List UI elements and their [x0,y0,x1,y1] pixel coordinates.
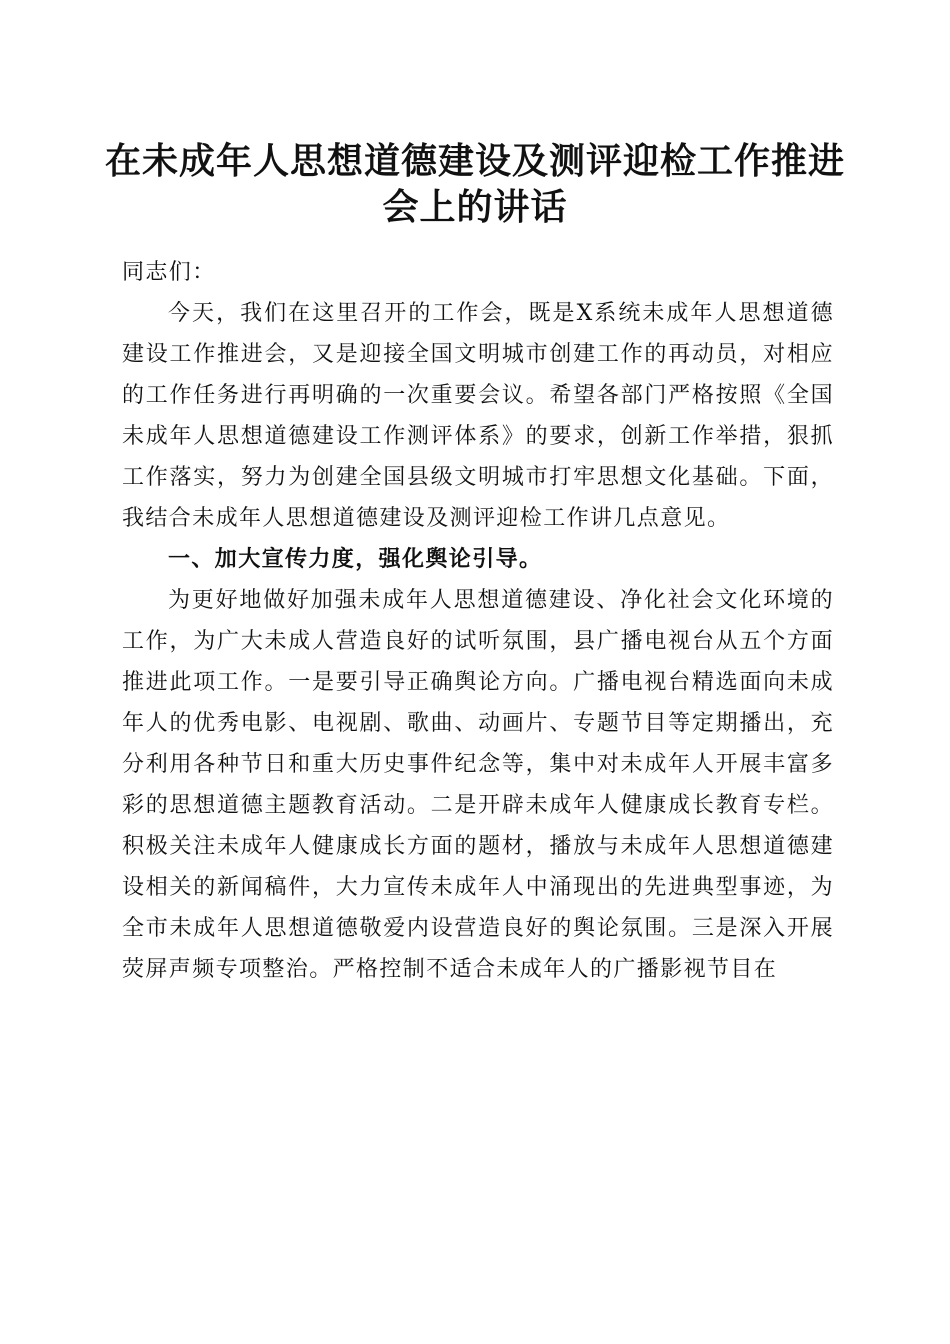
intro-paragraph: 今天，我们在这里召开的工作会，既是X系统未成年人思想道德建设工作推进会，又是迎接全国文明城市创建工作的再动员，对相应的工作任务进行再明确的一次重要会议。希望各部门严格按照《全国未成年人思想道德建设工作测评体系》的要求，创新工作举措，狠抓工作落实，努力为创建全国县级文明城市打牢思想文化基础。下面，我结合未成年人思想道德建设及测评迎检工作讲几点意见。 [122,301,834,531]
title-line-2: 会上的讲话 [382,186,568,228]
section-heading-1: 一、加大宣传力度，强化舆论引导。 [168,547,543,572]
document-title [100,138,850,230]
section-1-paragraph: 为更好地做好加强未成年人思想道德建设、净化社会文化环境的工作，为广大未成人营造良好的试听氛围，县广播电视台从五个方面推进此项工作。一是要引导正确舆论方向。广播电视台精选面向未成年人的优秀电影、电视剧、歌曲、动画片、专题节目等定期播出，充分利用各种节日和重大历史事件纪念等，集中对未成年人开展丰富多彩的思想道德主题教育活动。二是开辟未成年人健康成长教育专栏。积极关注未成年人健康成长方面的题材，播放与未成年人思想道德建设相关的新闻稿件，大力宣传未成年人中涌现出的先进典型事迹，为全市未成年人思想道德敬爱内设营造良好的舆论氛围。三是深入开展荧屏声频专项整治。严格控制不适合未成年人的广播影视节目在 [122,588,834,982]
title-line-1: 在未成年人思想道德建设及测评迎检工作推进 [104,140,845,182]
salutation: 同志们： [122,260,216,285]
document-body [122,252,834,990]
